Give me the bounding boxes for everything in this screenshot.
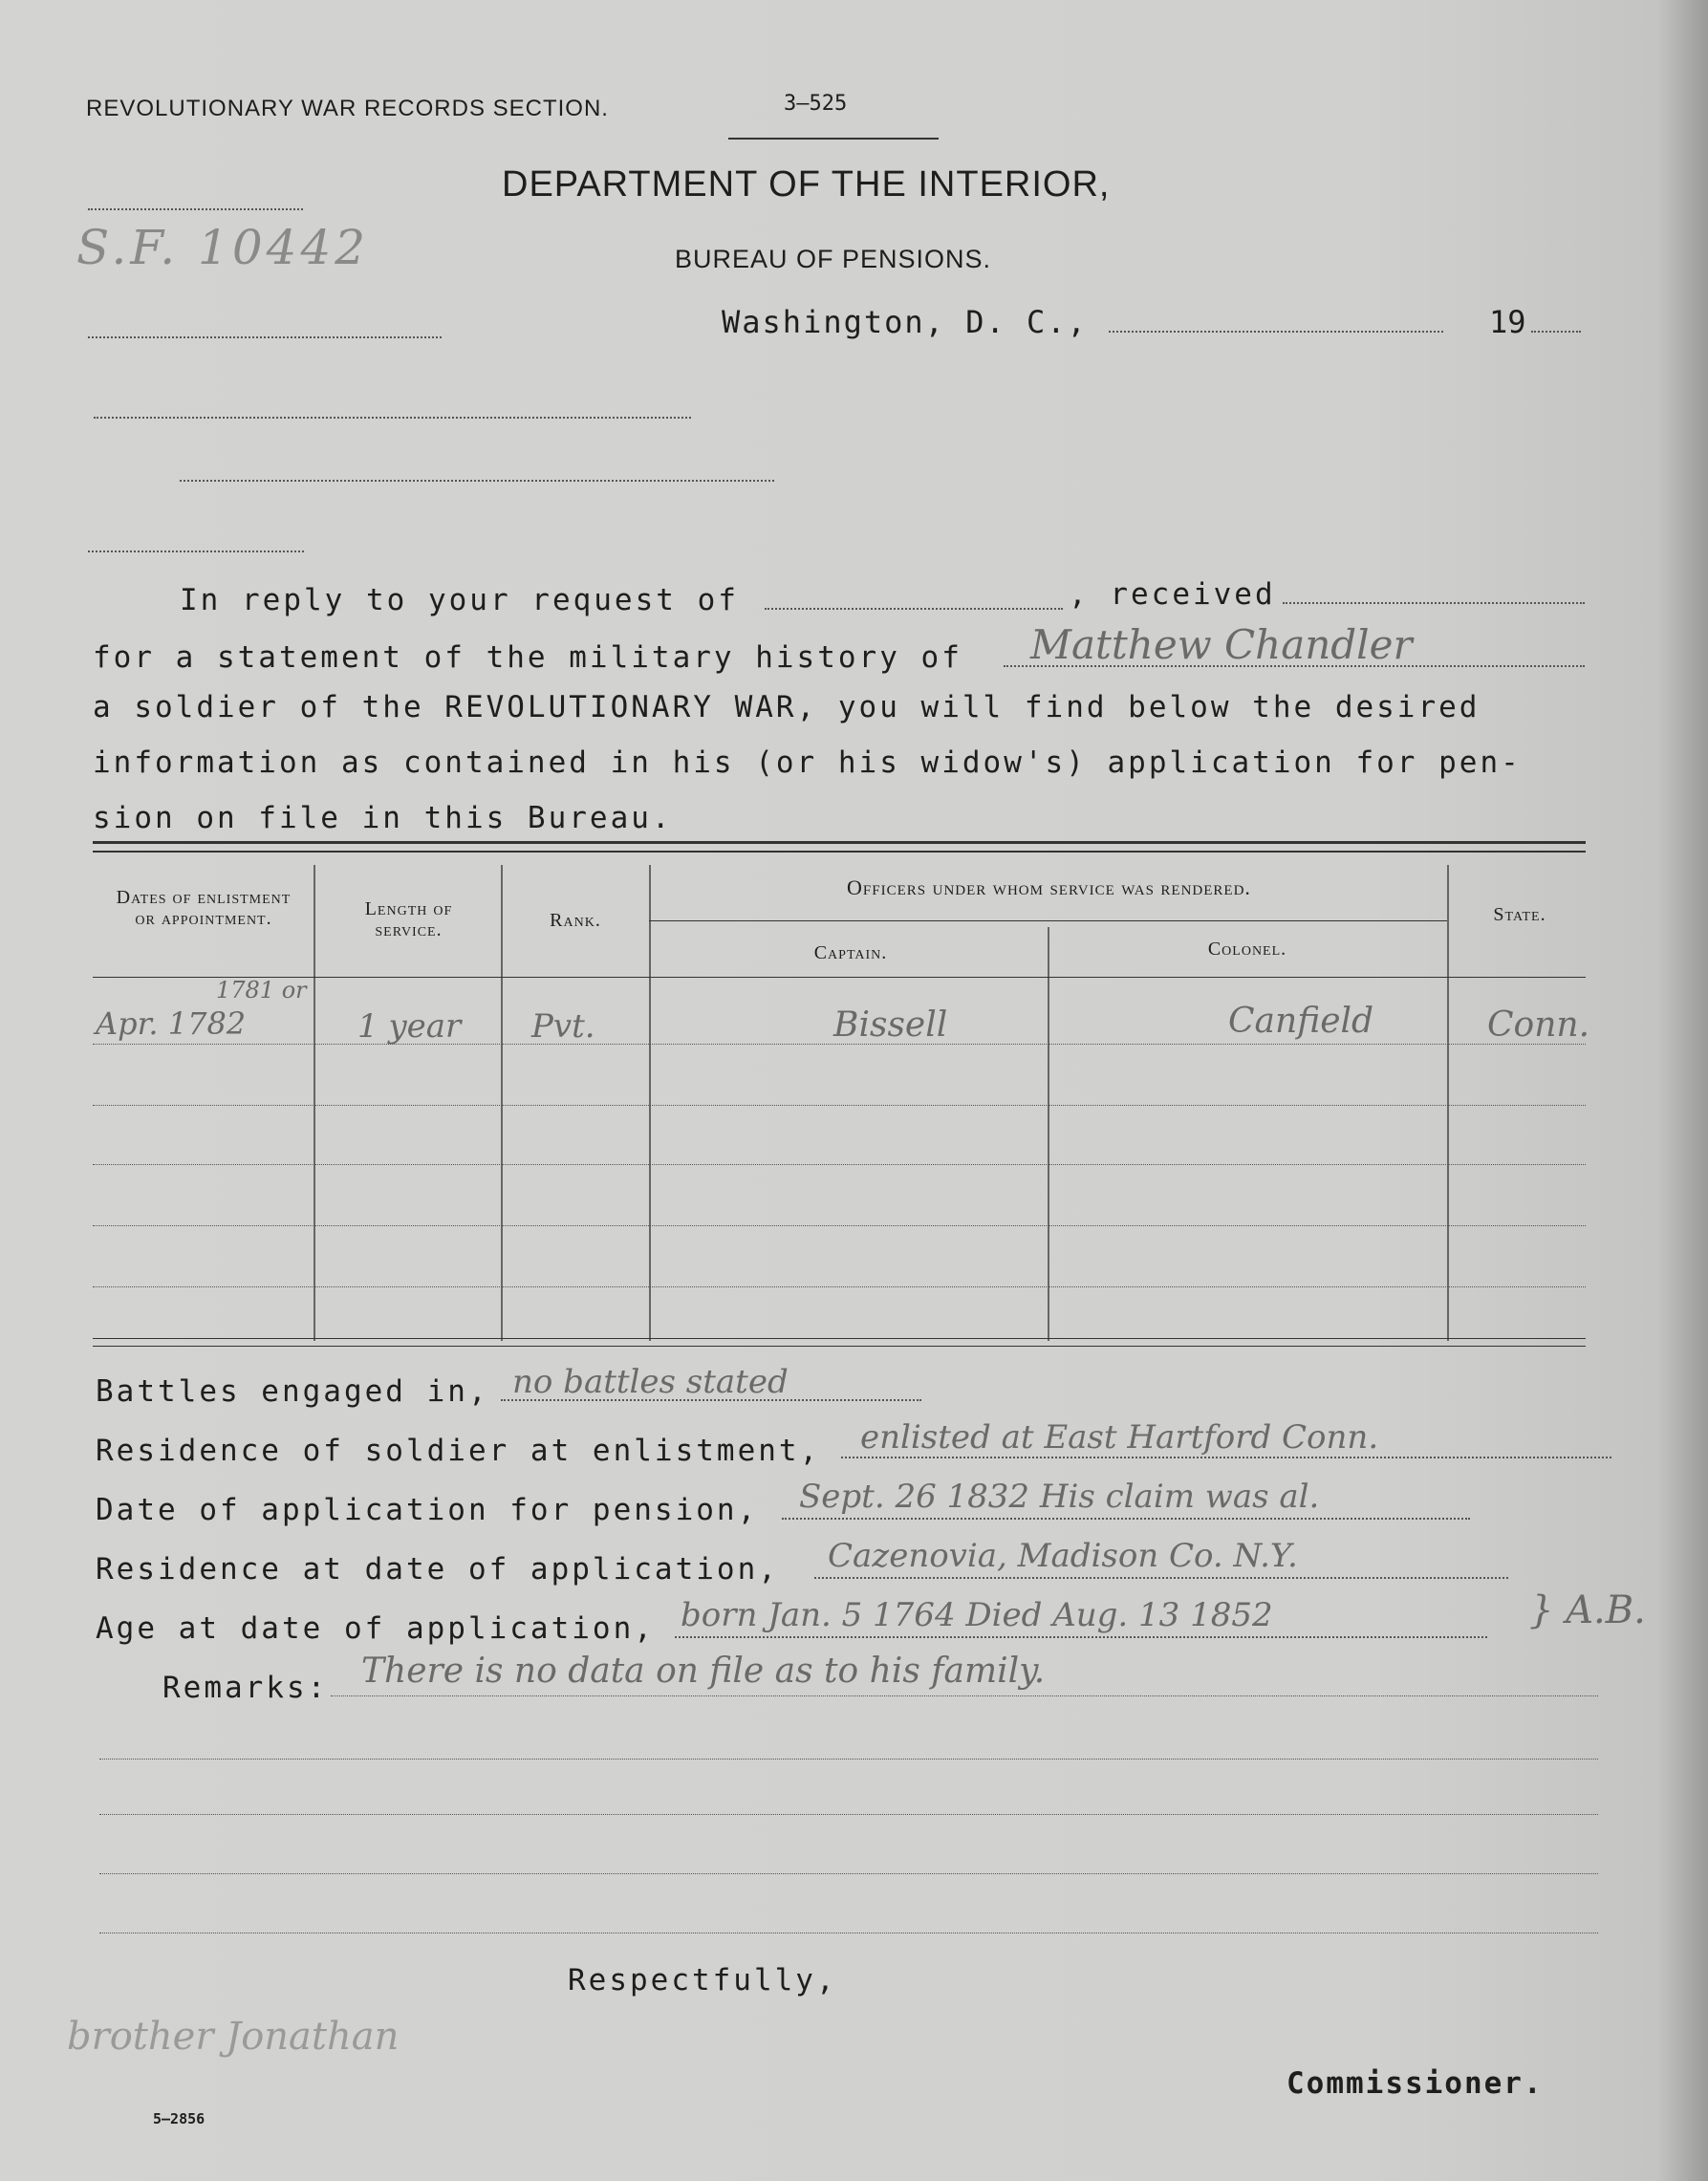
residence-app-label: Residence at date of application, [96, 1552, 779, 1587]
year-prefix: 19 [1489, 304, 1526, 340]
date-app-value: Sept. 26 1832 His claim was al. [799, 1478, 1320, 1516]
residence-enlist-line [841, 1457, 1611, 1458]
section-label: REVOLUTIONARY WAR RECORDS SECTION. [86, 96, 609, 121]
row-length: 1 year [357, 1007, 462, 1046]
table-row-line-1 [93, 1044, 1586, 1045]
bureau-title: BUREAU OF PENSIONS. [675, 245, 992, 273]
year-field-line [1531, 331, 1581, 333]
location: Washington, D. C., [722, 304, 1088, 340]
address-line-5 [88, 551, 304, 552]
residence-enlist-value: enlisted at East Hartford Conn. [860, 1418, 1379, 1457]
department-title: DEPARTMENT OF THE INTERIOR, [502, 164, 1111, 205]
file-number: S.F. 10442 [76, 220, 370, 275]
remarks-line-2 [99, 1759, 1598, 1760]
date-app-label: Date of application for pension, [96, 1493, 759, 1527]
header-officers: Officers under whom service was rendered. [847, 875, 1251, 899]
battles-value: no battles stated [512, 1363, 789, 1401]
residence-app-line [814, 1577, 1508, 1579]
table-col-divider-4 [1048, 927, 1049, 1341]
letter-line-4: information as contained in his (or his widow's) application for pen- [93, 745, 1522, 780]
table-row-line-5 [93, 1286, 1586, 1287]
header-captain: Captain. [813, 942, 888, 963]
row-date: Apr. 1782 [96, 1005, 247, 1042]
table-bottom-rule-2 [93, 1346, 1586, 1347]
battles-label: Battles engaged in, [96, 1374, 489, 1409]
table-bottom-rule-1 [93, 1338, 1586, 1339]
header-colonel: Colonel. [1207, 939, 1287, 960]
table-top-rule-2 [93, 851, 1586, 853]
row-rank: Pvt. [531, 1007, 595, 1046]
table-col-divider-3 [649, 865, 651, 1341]
remarks-line-4 [99, 1873, 1598, 1874]
table-row-line-2 [93, 1105, 1586, 1106]
letter-line-1-suffix: , received [1069, 577, 1276, 612]
row-state: Conn. [1487, 1005, 1590, 1045]
remarks-value: There is no data on file as to his family. [361, 1652, 1046, 1691]
soldier-name: Matthew Chandler [1030, 621, 1413, 668]
footer-number: 5—2856 [153, 2110, 205, 2127]
table-header-bottom-rule [93, 977, 1586, 978]
table-row-line-3 [93, 1164, 1586, 1165]
letter-line-2-prefix: for a statement of the military history of [93, 640, 962, 675]
date-app-line [782, 1518, 1470, 1520]
table-row-line-4 [93, 1225, 1586, 1226]
row-date-note: 1781 or [216, 977, 307, 1004]
age-label: Age at date of application, [96, 1611, 655, 1646]
residence-enlist-label: Residence of soldier at enlistment, [96, 1434, 821, 1468]
letter-line-1-prefix: In reply to your request of [180, 583, 739, 617]
residence-app-value: Cazenovia, Madison Co. N.Y. [828, 1537, 1298, 1575]
address-line-2 [88, 336, 442, 338]
header-dates: Dates of enlistment or appointment. [116, 887, 292, 929]
header-rank: Rank. [550, 910, 601, 931]
address-line-1 [88, 208, 303, 210]
commissioner: Commissioner. [1286, 2066, 1544, 2101]
form-number-rule [728, 138, 939, 140]
address-line-4 [180, 480, 774, 482]
respectfully: Respectfully, [568, 1963, 837, 1997]
header-state: State. [1493, 904, 1546, 925]
age-value: born Jan. 5 1764 Died Aug. 13 1852 [681, 1596, 1273, 1634]
table-top-rule-1 [93, 841, 1586, 844]
table-col-divider-1 [313, 865, 315, 1341]
remarks-line-1 [331, 1695, 1598, 1696]
table-col-divider-2 [501, 865, 503, 1341]
row-colonel: Canfield [1228, 1002, 1374, 1041]
form-number: 3—525 [784, 92, 848, 116]
letter-line-3: a soldier of the REVOLUTIONARY WAR, you will find below the desired [93, 690, 1481, 724]
table-col-divider-5 [1447, 865, 1449, 1341]
received-date-line [1283, 602, 1585, 604]
officers-subheader-rule [649, 920, 1447, 921]
remarks-line-3 [99, 1814, 1598, 1815]
remarks-label: Remarks: [162, 1671, 329, 1705]
age-line [675, 1636, 1487, 1638]
letter-line-5: sion on file in this Bureau. [93, 801, 673, 835]
date-field-line [1109, 331, 1443, 333]
margin-note: brother Jonathan [67, 2015, 400, 2059]
age-initials: } A.B. [1529, 1588, 1646, 1632]
row-captain: Bissell [833, 1005, 948, 1045]
address-line-3 [94, 417, 691, 419]
header-length: Length of service. [364, 898, 453, 940]
request-date-line [765, 608, 1063, 610]
